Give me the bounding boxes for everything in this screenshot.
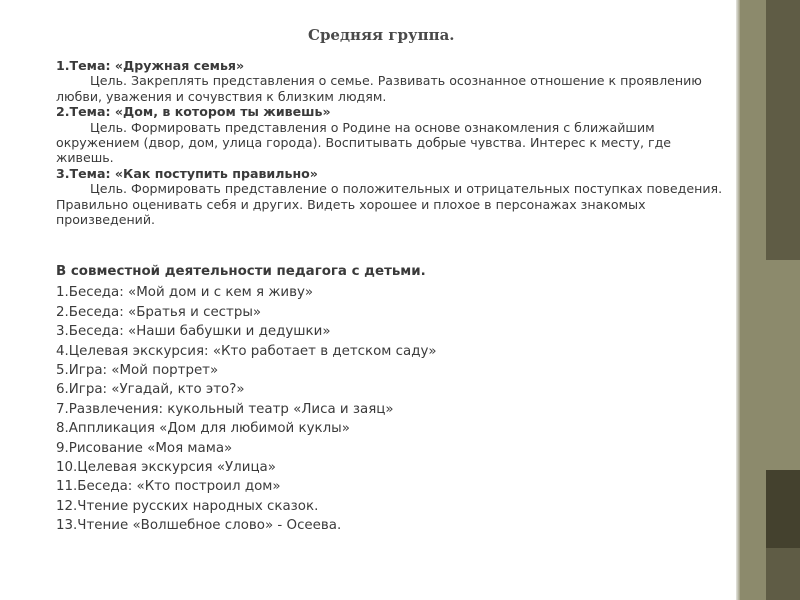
activity-item: 11.Беседа: «Кто построил дом» — [56, 479, 281, 495]
activities-section — [56, 262, 732, 536]
activity-item: 13.Чтение «Волшебное слово» - Осеева. — [56, 518, 342, 534]
activity-item: 5.Игра: «Мой портрет» — [56, 363, 219, 379]
activity-item: 8.Аппликация «Дом для любимой куклы» — [56, 421, 350, 437]
slide-title: Средняя группа. — [308, 26, 455, 44]
activity-item: 7.Развлечения: кукольный театр «Лиса и заяц» — [56, 401, 394, 417]
topic-goal: Цель. Формировать представления о Родине на основе ознакомления с ближайшим окружением (двор, дом, улица города). Воспитывать добрые чувства. Интерес к месту, где живешь. — [56, 119, 672, 166]
side-panel-bar-top — [766, 0, 800, 260]
activity-item: 1.Беседа: «Мой дом и с кем я живу» — [56, 285, 314, 301]
topic-goal: Цель. Закреплять представления о семье. Развивать осознанное отношение к проявлению любви, уважения и сочувствия к близким людям. — [56, 73, 702, 104]
topic-1 — [56, 58, 732, 104]
activities-heading: В совместной деятельности педагога с детьми. — [56, 264, 426, 279]
topic-goal: Цель. Формировать представление о положительных и отрицательных поступках поведения. Правильно оценивать себя и других. Видеть хорошее и плохое в персонажах знакомых произведений. — [56, 181, 723, 228]
activity-item: 4.Целевая экскурсия: «Кто работает в детском саду» — [56, 343, 437, 359]
topics-section — [56, 58, 732, 227]
topic-heading: 2.Тема: «Дом, в котором ты живешь» — [56, 104, 331, 120]
activity-item: 6.Игра: «Угадай, кто это?» — [56, 382, 245, 398]
topic-heading: 3.Тема: «Как поступить правильно» — [56, 165, 318, 181]
activities-list — [56, 283, 732, 535]
topic-heading: 1.Тема: «Дружная семья» — [56, 58, 245, 73]
activity-item: 3.Беседа: «Наши бабушки и дедушки» — [56, 324, 331, 340]
activity-item: 9.Рисование «Моя мама» — [56, 440, 233, 456]
topic-2 — [56, 104, 732, 166]
activity-item: 12.Чтение русских народных сказок. — [56, 498, 319, 514]
activity-item: 2.Беседа: «Братья и сестры» — [56, 304, 262, 320]
side-panel-accent — [766, 470, 800, 548]
topic-3 — [56, 166, 732, 228]
activity-item: 10.Целевая экскурсия «Улица» — [56, 460, 276, 476]
